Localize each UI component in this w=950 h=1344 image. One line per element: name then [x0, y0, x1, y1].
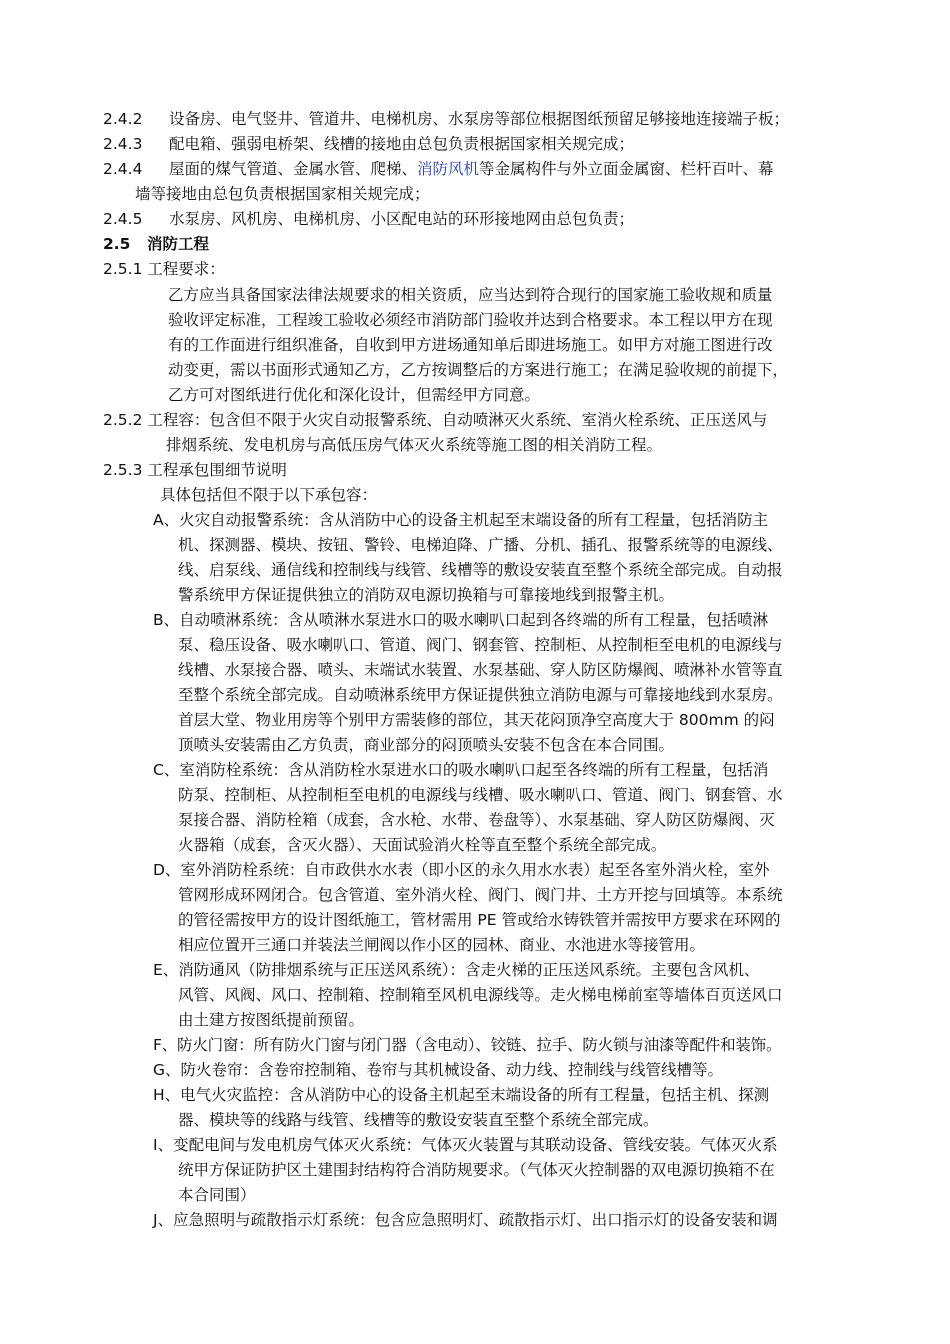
paragraph-line: 有的工作面进行组织准备，自收到甲方进场通知单后即进场施工。如甲方对施工图进行改 — [168, 336, 773, 354]
scope-intro: 具体包括但不限于以下承包容： — [160, 486, 378, 504]
clause-text: 等金属构件与外立面金属窗、栏杆百叶、幕 — [479, 160, 774, 178]
item-b-line: 线槽、水泵接合器、喷头、末端试水装置、水泵基础、穿人防区防爆阀、喷淋补水管等直 — [178, 661, 783, 679]
clause-2-4-4 — [103, 157, 774, 181]
clause-2-4-3 — [103, 132, 634, 156]
item-j-line: J、应急照明与疏散指示灯系统：包含应急照明灯、疏散指示灯、出口指示灯的设备安装和调 — [153, 1211, 778, 1229]
clause-2-5-1-heading: 2.5.1 工程要求： — [103, 260, 225, 278]
item-a-line: 线、启泵线、通信线和控制线与线管、线槽等的敷设安装直至整个系统全部完成。自动报 — [178, 561, 783, 579]
clause-number: 2.4.5 — [103, 210, 143, 228]
item-c-line: C、室消防栓系统：含从消防栓水泵进水口的吸水喇叭口起至各终端的所有工程量，包括消 — [153, 761, 769, 779]
item-c-line: 防泵、控制柜、从控制柜至电机的电源线与线槽、吸水喇叭口、管道、阀门、钢套管、水 — [178, 786, 783, 804]
section-heading — [103, 232, 209, 256]
item-e-line: 风管、风阀、风口、控制箱、控制箱至风机电源线等。走火梯电梯前室等墙体百页送风口 — [178, 986, 783, 1004]
item-b-line: 至整个系统全部完成。自动喷淋系统甲方保证提供独立消防电源与可靠接地线到水泵房。 — [178, 686, 783, 704]
clause-2-5-2-cont: 排烟系统、发电机房与高低压房气体灭火系统等施工图的相关消防工程。 — [166, 436, 663, 454]
paragraph-line: 乙方应当具备国家法律法规要求的相关资质，应当达到符合现行的国家施工验收规和质量 — [168, 286, 773, 304]
item-a-line: A、火灾自动报警系统：含从消防中心的设备主机起至末端设备的所有工程量，包括消防主 — [153, 511, 769, 529]
clause-text: 配电箱、强弱电桥架、线槽的接地由总包负责根据国家相关规完成； — [169, 135, 635, 153]
clause-text: 设备房、电气竖井、管道井、电梯机房、水泵房等部位根据图纸预留足够接地连接端子板； — [169, 110, 790, 128]
item-h-line: H、电气火灾监控：含从消防中心的设备主机起至末端设备的所有工程量，包括主机、探测 — [153, 1086, 770, 1104]
item-c-line: 泵接合器、消防栓箱（成套，含水枪、水带、卷盘等）、水泵基础、穿人防区防爆阀、灭 — [178, 811, 775, 829]
clause-text: 水泵房、风机房、电梯机房、小区配电站的环形接地网由总包负责； — [169, 210, 635, 228]
clause-number: 2.4.4 — [103, 160, 143, 178]
item-b-line: 首层大堂、物业用房等个别甲方需装修的部位，其天花闷顶净空高度大于 800mm 的闷 — [178, 711, 775, 729]
item-i-line: 统甲方保证防护区土建围封结构符合消防规要求。（气体灭火控制器的双电源切换箱不在 — [178, 1161, 775, 1179]
item-d-line: 相应位置开三通口并装法兰闸阀以作小区的园林、商业、水池进水等接管用。 — [178, 936, 706, 954]
item-b-line: 泵、稳压设备、吸水喇叭口、管道、阀门、钢套管、控制柜、从控制柜至电机的电源线与 — [178, 636, 783, 654]
paragraph-line: 验收评定标准，工程竣工验收必须经市消防部门验收并达到合格要求。本工程以甲方在现 — [168, 311, 773, 329]
fire-fan-link[interactable]: 消防风机 — [417, 160, 480, 178]
item-h-line: 器、模块等的线路与线管、线槽等的敷设安装直至整个系统全部完成。 — [178, 1111, 659, 1129]
clause-2-4-2 — [103, 107, 789, 131]
item-c-line: 火器箱（成套，含灭火器）、天面试验消火栓等直至整个系统全部完成。 — [178, 836, 667, 854]
item-e-line: 由土建方按图纸提前预留。 — [178, 1011, 365, 1029]
item-g-line: G、防火卷帘：含卷帘控制箱、卷帘与其机械设备、动力线、控制线与线管线槽等。 — [153, 1061, 724, 1079]
item-d-line: 的管径需按甲方的设计图纸施工，管材需用 PE 管或给水铸铁管并需按甲方要求在环网的 — [178, 911, 781, 929]
clause-2-5-3-heading: 2.5.3 工程承包围细节说明 — [103, 461, 287, 479]
clause-2-4-4-cont: 墙等接地由总包负责根据国家相关规完成； — [135, 185, 430, 203]
item-b-line: 顶喷头安装需由乙方负责，商业部分的闷顶喷头安装不包含在本合同围。 — [178, 736, 675, 754]
clause-text: 屋面的煤气管道、金属水管、爬梯、 — [169, 160, 418, 178]
item-i-line: 本合同围） — [178, 1186, 256, 1204]
item-a-line: 机、探测器、模块、按钮、警铃、电梯迫降、广播、分机、插孔、报警系统等的电源线、 — [178, 536, 783, 554]
item-a-line: 警系统甲方保证提供独立的消防双电源切换箱与可靠接地线到报警主机。 — [178, 586, 675, 604]
paragraph-line: 动变更，需以书面形式通知乙方，乙方按调整后的方案进行施工；在满足验收规的前提下， — [168, 361, 789, 379]
item-d-line: D、室外消防栓系统：自市政供水水表（即小区的永久用水水表）起至各室外消火栓，室外 — [153, 861, 770, 879]
item-f-line: F、防火门窗：所有防火门窗与闭门器（含电动）、铰链、拉手、防火锁与油漆等配件和装饰。 — [153, 1036, 782, 1054]
clause-number: 2.4.3 — [103, 135, 143, 153]
paragraph-line: 乙方可对图纸进行优化和深化设计，但需经甲方同意。 — [168, 386, 541, 404]
clause-2-5-2: 2.5.2 工程容：包含但不限于火灾自动报警系统、自动喷淋灭火系统、室消火栓系统、正压送风与 — [103, 411, 768, 429]
section-number: 2.5 — [103, 235, 131, 253]
item-e-line: E、消防通风（防排烟系统与正压送风系统）：含走火梯的正压送风系统。主要包含风机、 — [153, 961, 760, 979]
section-title: 消防工程 — [147, 235, 210, 253]
clause-number: 2.4.2 — [103, 110, 143, 128]
item-b-line: B、自动喷淋系统：含从喷淋水泵进水口的吸水喇叭口起到各终端的所有工程量，包括喷淋 — [153, 611, 769, 629]
item-d-line: 管网形成环网闭合。包含管道、室外消火栓、阀门、阀门井、土方开挖与回填等。本系统 — [178, 886, 783, 904]
clause-2-4-5 — [103, 207, 634, 231]
item-i-line: I、变配电间与发电机房气体灭火系统：气体灭火装置与其联动设备、管线安装。气体灭火系 — [153, 1136, 778, 1154]
